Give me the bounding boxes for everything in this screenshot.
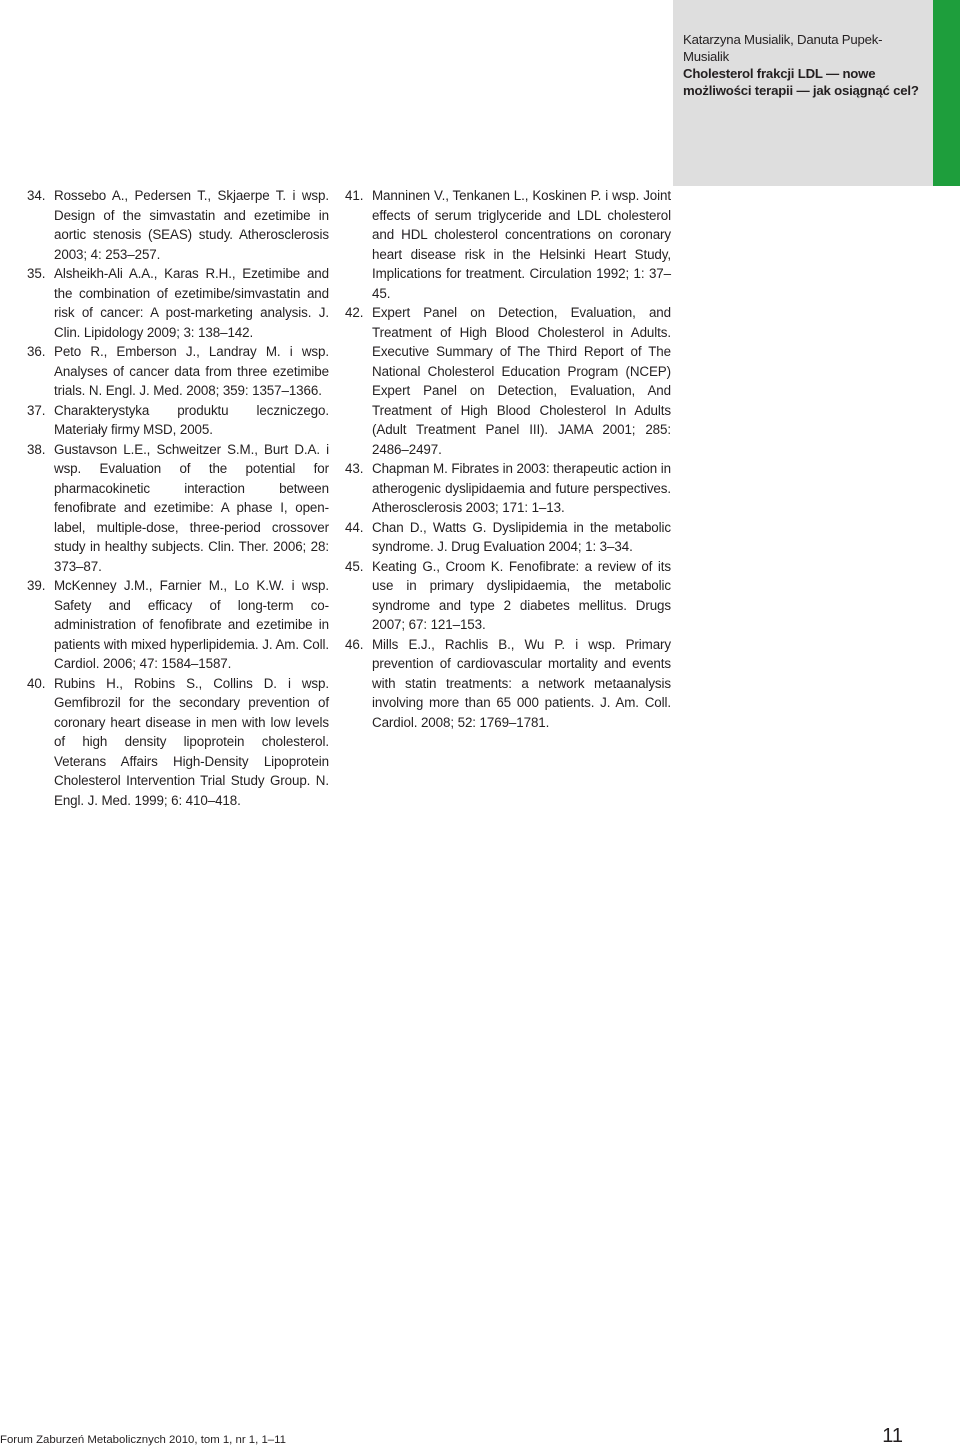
reference-text: Mills E.J., Rachlis B., Wu P. i wsp. Primary prevention of cardiovascular mortality and events with statin treatments: a network metaanalysis involving more than 65 000 patients. J. Am. Coll. Cardiol. 2008; 52: 1769–1781. [372,636,671,730]
reference-text: McKenney J.M., Farnier M., Lo K.W. i wsp. Safety and efficacy of long-term co-administration of fenofibrate and ezetimibe in patients with mixed hyperlipidemia. J. Am. Coll. Cardiol. 2006; 47: 1584–1587. [54,578,329,671]
reference-44 [345,518,671,557]
reference-text: Expert Panel on Detection, Evaluation, and Treatment of High Blood Cholesterol in Adults. Executive Summary of The Third Report of The National Cholesterol Education Program (NCEP) Expert Panel on Detection, Evaluation, And Treatment of High Blood Cholesterol In Adults (Adult Treatment Panel III). JAMA 2001; 285: 2486–2497. [372,305,671,457]
reference-text: Chapman M. Fibrates in 2003: therapeutic action in atherogenic dyslipidaemia and future perspectives. Atherosclerosis 2003; 171: 1–13. [372,461,671,515]
reference-46 [345,635,671,733]
reference-number: 40. [27,675,46,691]
reference-number: 45. [345,558,364,574]
reference-text: Keating G., Croom K. Fenofibrate: a review of its use in primary dyslipidaemia, the metabolic syndrome and type 2 diabetes mellitus. Drugs 2007; 67: 121–153. [372,558,671,632]
reference-39 [27,576,329,674]
reference-number: 44. [345,519,364,535]
reference-text: Chan D., Watts G. Dyslipidemia in the metabolic syndrome. J. Drug Evaluation 2004; 1: 3–34. [372,519,671,554]
reference-38 [27,440,329,577]
reference-number: 34. [27,188,46,203]
reference-number: 43. [345,461,364,476]
reference-43 [345,459,671,518]
reference-35 [27,264,329,342]
reference-text: Charakterystyka produktu leczniczego. Materiały firmy MSD, 2005. [54,402,329,437]
reference-41 [345,186,671,303]
reference-text: Rossebo A., Pedersen T., Skjaerpe T. i wsp. Design of the simvastatin and ezetimibe in aortic stenosis (SEAS) study. Atherosclerosis 2003; 4: 253–257. [54,188,329,262]
references-left-column [27,186,329,810]
reference-40 [27,674,329,811]
reference-number: 46. [345,636,364,652]
reference-number: 39. [27,578,46,593]
reference-number: 41. [345,188,364,203]
references-right-column [345,186,671,732]
header-title-line2: możliwości terapii — jak osiągnąć cel? [683,83,919,98]
reference-number: 38. [27,441,46,457]
reference-text: Gustavson L.E., Schweitzer S.M., Burt D.A. i wsp. Evaluation of the potential for pharmacokinetic interaction between fenofibrate and ezetimibe: A phase I, open-label, multiple-dose, three-period crossover study in healthy subjects. Clin. Ther. 2006; 28: 373–87. [54,441,329,574]
reference-34 [27,186,329,264]
reference-number: 35. [27,266,46,281]
reference-number: 36. [27,344,46,359]
reference-36 [27,342,329,401]
header-accent-bar [933,0,960,186]
header-title-line1: Cholesterol frakcji LDL — nowe [683,66,876,81]
page-number: 11 [882,1425,903,1447]
reference-number: 37. [27,402,46,418]
reference-text: Rubins H., Robins S., Collins D. i wsp. Gemfibrozil for the secondary prevention of coronary heart disease in men with low levels of high density lipoprotein cholesterol. Veterans Affairs High-Density Lipoprotein Cholesterol Intervention Trial Study Group. N. Engl. J. Med. 1999; 6: 410–418. [54,675,329,808]
reference-text: Peto R., Emberson J., Landray M. i wsp. Analyses of cancer data from three ezetimibe trials. N. Engl. J. Med. 2008; 359: 1357–1366. [54,344,329,398]
reference-37 [27,401,329,440]
reference-45 [345,557,671,635]
reference-42 [345,303,671,459]
reference-text: Alsheikh-Ali A.A., Karas R.H., Ezetimibe and the combination of ezetimibe/simvastatin and risk of cancer: A post-marketing analysis. J. Clin. Lipidology 2009; 3: 138–142. [54,266,329,340]
reference-text: Manninen V., Tenkanen L., Koskinen P. i wsp. Joint effects of serum triglyceride and LDL cholesterol and HDL cholesterol concentrations on coronary heart disease risk in the Helsinki Heart Study, Implications for treatment. Circulation 1992; 1: 37–45. [372,188,671,301]
reference-number: 42. [345,305,364,320]
running-header [683,31,928,99]
journal-footer: Forum Zaburzeń Metabolicznych 2010, tom 1, nr 1, 1–11 [0,1434,286,1446]
header-authors: Katarzyna Musialik, Danuta Pupek-Musialik [683,32,883,64]
